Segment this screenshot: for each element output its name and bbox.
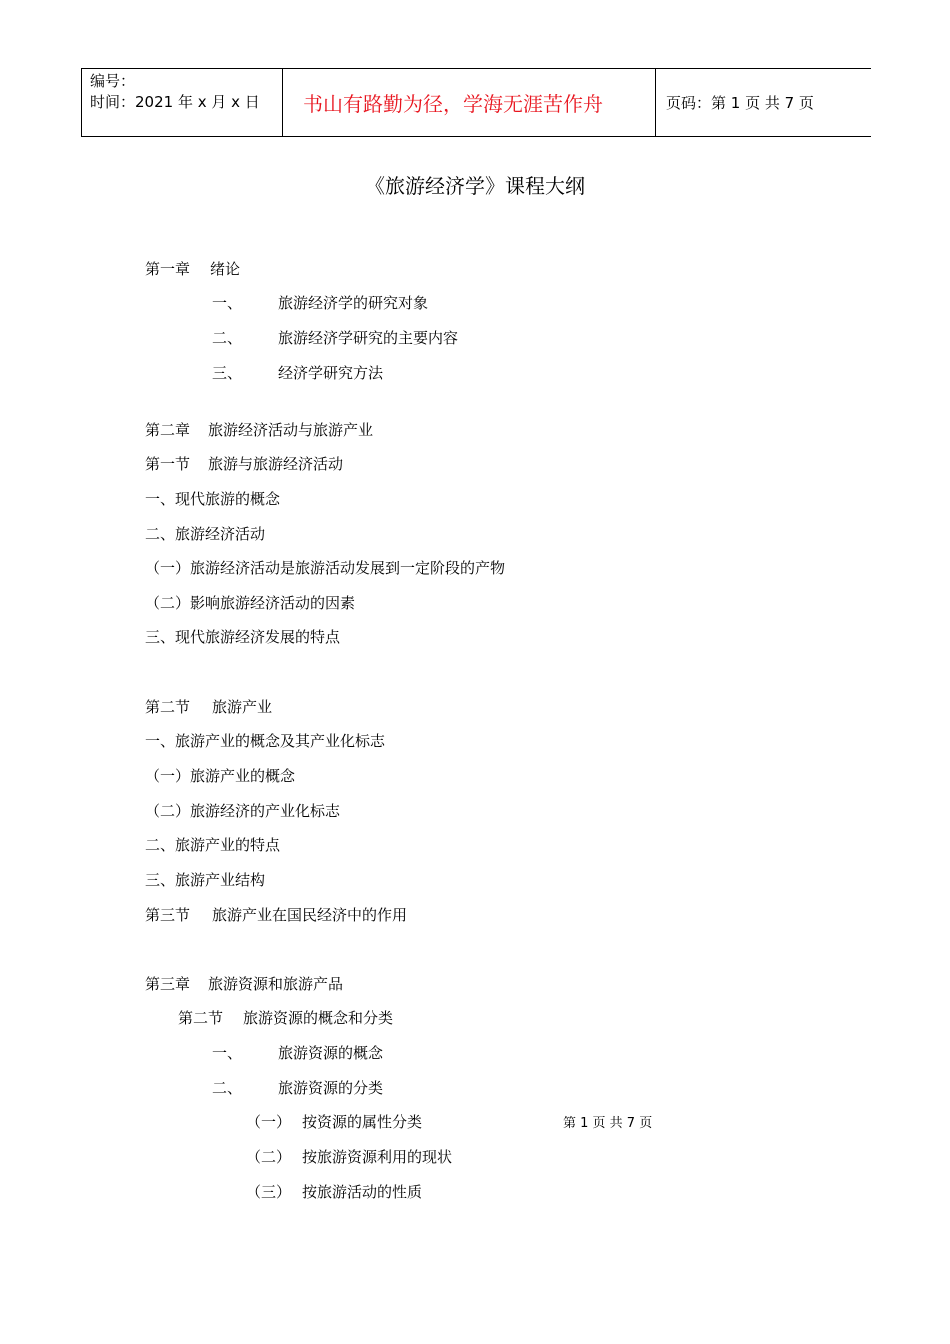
- outline-line: [212, 1043, 383, 1063]
- line-text: 二、旅游经济活动: [145, 525, 266, 543]
- line-marker: 一、: [212, 1044, 243, 1062]
- line-text: 一、旅游产业的概念及其产业化标志: [145, 732, 386, 750]
- outline-line: [246, 1147, 452, 1167]
- line-text: 三、旅游产业结构: [145, 871, 266, 889]
- outline-line: [145, 593, 355, 613]
- outline-line: [145, 627, 340, 647]
- line-text: （一）旅游经济活动是旅游活动发展到一定阶段的产物: [145, 559, 506, 577]
- outline-line: [246, 1112, 422, 1132]
- line-marker: 第三章: [145, 975, 191, 993]
- header-table: [81, 68, 871, 137]
- line-marker: 二、: [212, 329, 243, 347]
- line-text: 旅游资源的概念和分类: [243, 1009, 394, 1027]
- line-text: （二）旅游经济的产业化标志: [145, 802, 341, 820]
- line-marker: 第一章: [145, 260, 191, 278]
- header-left-cell: [82, 69, 283, 136]
- line-text: 按旅游活动的性质: [302, 1183, 423, 1201]
- outline-line: [145, 870, 265, 890]
- outline-line: [212, 328, 458, 348]
- line-marker: 一、: [212, 294, 243, 312]
- outline-line: [145, 801, 340, 821]
- outline-line: [212, 363, 383, 383]
- line-text: 旅游资源和旅游产品: [208, 975, 344, 993]
- line-text: 经济学研究方法: [278, 364, 384, 382]
- line-marker: 二、: [212, 1079, 243, 1097]
- line-text: 绪论: [210, 260, 241, 278]
- line-text: 一、现代旅游的概念: [145, 490, 281, 508]
- line-marker: 第二章: [145, 421, 191, 439]
- outline-line: [145, 489, 280, 509]
- outline-line: [246, 1182, 422, 1202]
- line-text: 按旅游资源利用的现状: [302, 1148, 453, 1166]
- outline-line: [212, 293, 428, 313]
- line-text: 旅游经济活动与旅游产业: [208, 421, 374, 439]
- page-info: 页码：第 1 页 共 7 页: [666, 94, 814, 112]
- outline-line: [145, 731, 385, 751]
- outline-line: [145, 974, 343, 994]
- line-text: 旅游资源的分类: [278, 1079, 384, 1097]
- outline-line: [145, 697, 272, 717]
- line-text: （二）影响旅游经济活动的因素: [145, 594, 356, 612]
- line-marker: 第二节: [145, 698, 191, 716]
- date-label: 时间：2021 年 x 月 x 日: [90, 93, 260, 111]
- outline-line: [178, 1008, 393, 1028]
- outline-line: [145, 905, 407, 925]
- line-marker: 第一节: [145, 455, 191, 473]
- line-marker: 三、: [212, 364, 243, 382]
- line-text: 旅游经济学研究的主要内容: [278, 329, 459, 347]
- outline-line: [145, 259, 240, 279]
- line-marker: （二）: [246, 1148, 292, 1166]
- line-text: 旅游经济学的研究对象: [278, 294, 429, 312]
- line-marker: （三）: [246, 1183, 292, 1201]
- line-marker: 第三节: [145, 906, 191, 924]
- outline-line: [145, 420, 373, 440]
- line-marker: （一）: [246, 1113, 292, 1131]
- outline-line: [145, 835, 280, 855]
- line-text: 三、现代旅游经济发展的特点: [145, 628, 341, 646]
- outline-line: [145, 524, 265, 544]
- outline-line: [145, 454, 343, 474]
- line-text: 旅游与旅游经济活动: [208, 455, 344, 473]
- outline-line: [145, 766, 295, 786]
- line-text: 按资源的属性分类: [302, 1113, 423, 1131]
- line-text: 旅游产业: [212, 698, 273, 716]
- outline-line: [212, 1078, 383, 1098]
- line-text: 二、旅游产业的特点: [145, 836, 281, 854]
- line-text: 旅游资源的概念: [278, 1044, 384, 1062]
- number-label: 编号：: [90, 72, 136, 90]
- document-title: 《旅游经济学》课程大纲: [365, 174, 585, 198]
- motto: 书山有路勤为径，学海无涯苦作舟: [283, 69, 656, 136]
- line-text: （一）旅游产业的概念: [145, 767, 296, 785]
- line-marker: 第二节: [178, 1009, 224, 1027]
- line-text: 旅游产业在国民经济中的作用: [212, 906, 408, 924]
- page-footer: 第 1 页 共 7 页: [563, 1116, 653, 1131]
- outline-line: [145, 558, 505, 578]
